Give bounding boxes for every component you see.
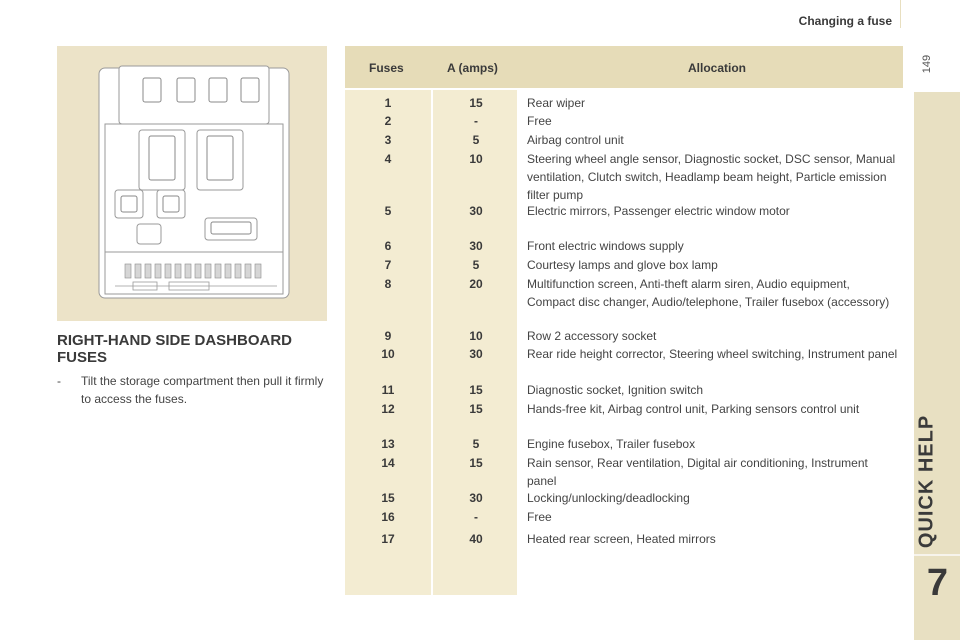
fuse-amps: 30 (469, 204, 483, 218)
fuse-allocation: Free (527, 114, 552, 128)
fuse-allocation: Multifunction screen, Anti-theft alarm siren, Audio equipment, Compact disc changer, Audio/telephone, Trailer fusebox (accessory) (527, 277, 890, 309)
fuse-allocation: Hands-free kit, Airbag control unit, Parking sensors control unit (527, 402, 860, 416)
fuse-number: 3 (384, 133, 392, 147)
fuse-amps: 5 (472, 258, 480, 272)
fuse-amps: 20 (469, 277, 483, 291)
fuse-amps: 15 (469, 402, 483, 416)
fuse-number: 14 (381, 456, 395, 470)
fuse-number: 1 (384, 96, 392, 110)
fuse-number: 9 (384, 329, 392, 343)
fuse-amps: - (474, 510, 478, 524)
fuse-number: 10 (381, 347, 395, 361)
fuse-amps: 10 (469, 329, 483, 343)
fuse-amps: 5 (472, 437, 480, 451)
fuse-allocation: Rear ride height corrector, Steering wheel switching, Instrument panel (527, 347, 898, 361)
page-number: 149 (921, 54, 933, 74)
fusebox-illustration (57, 46, 327, 321)
fuse-allocation: Row 2 accessory socket (527, 329, 657, 343)
fuse-amps: 15 (469, 456, 483, 470)
fuse-amps: 5 (472, 133, 480, 147)
instruction-bullet: - (57, 374, 61, 388)
fuse-amps: 30 (469, 239, 483, 253)
fuse-allocation: Electric mirrors, Passenger electric window motor (527, 204, 790, 218)
instruction-item (57, 372, 327, 408)
fuse-number: 7 (384, 258, 392, 272)
fuse-amps: - (474, 114, 478, 128)
fuse-number: 11 (381, 383, 395, 397)
fuse-number: 16 (381, 510, 395, 524)
fuse-allocation: Airbag control unit (527, 133, 624, 147)
fuse-amps: 15 (469, 96, 483, 110)
fuse-number: 8 (384, 277, 392, 291)
page-header-title: Changing a fuse (798, 14, 892, 28)
fuse-amps: 40 (469, 532, 483, 546)
instruction-text: Tilt the storage compartment then pull it firmly to access the fuses. (81, 374, 324, 406)
fusebox-drawing (57, 46, 327, 321)
fuse-amps: 30 (469, 347, 483, 361)
fuse-amps: 15 (469, 383, 483, 397)
table-header (345, 46, 903, 88)
fuse-number: 4 (384, 152, 392, 166)
header-amps: A (amps) (447, 61, 498, 75)
fuse-number: 5 (384, 204, 392, 218)
fuse-allocation: Rear wiper (527, 96, 586, 110)
fuse-allocation: Steering wheel angle sensor, Diagnostic socket, DSC sensor, Manual ventilation, Clutch switch, Headlamp beam height, Particle emission filter pump (527, 152, 896, 202)
fuse-number: 6 (384, 239, 392, 253)
fuse-allocation: Free (527, 510, 552, 524)
section-title: RIGHT-HAND SIDE DASHBOARD FUSES (57, 332, 293, 366)
fuse-allocation: Courtesy lamps and glove box lamp (527, 258, 718, 272)
fuse-allocation: Engine fusebox, Trailer fusebox (527, 437, 696, 451)
fuse-allocation: Diagnostic socket, Ignition switch (527, 383, 704, 397)
fuse-number: 2 (384, 114, 392, 128)
fuse-number: 17 (381, 532, 395, 546)
header-divider (900, 0, 901, 28)
fuse-number: 15 (381, 491, 395, 505)
fuse-allocation: Locking/unlocking/deadlocking (527, 491, 690, 505)
chapter-number: 7 (926, 562, 948, 604)
fuse-amps: 30 (469, 491, 483, 505)
fuse-amps: 10 (469, 152, 483, 166)
fuse-number: 13 (381, 437, 395, 451)
header-fuses: Fuses (369, 61, 404, 75)
fuse-allocation: Heated rear screen, Heated mirrors (527, 532, 716, 546)
fuse-number: 12 (381, 402, 395, 416)
fuse-allocation: Rain sensor, Rear ventilation, Digital air conditioning, Instrument panel (527, 456, 868, 488)
quick-help-tab-label: QUICK HELP (915, 414, 938, 549)
fuse-allocation: Front electric windows supply (527, 239, 684, 253)
fuse-table (345, 46, 903, 595)
header-allocation: Allocation (688, 61, 747, 75)
